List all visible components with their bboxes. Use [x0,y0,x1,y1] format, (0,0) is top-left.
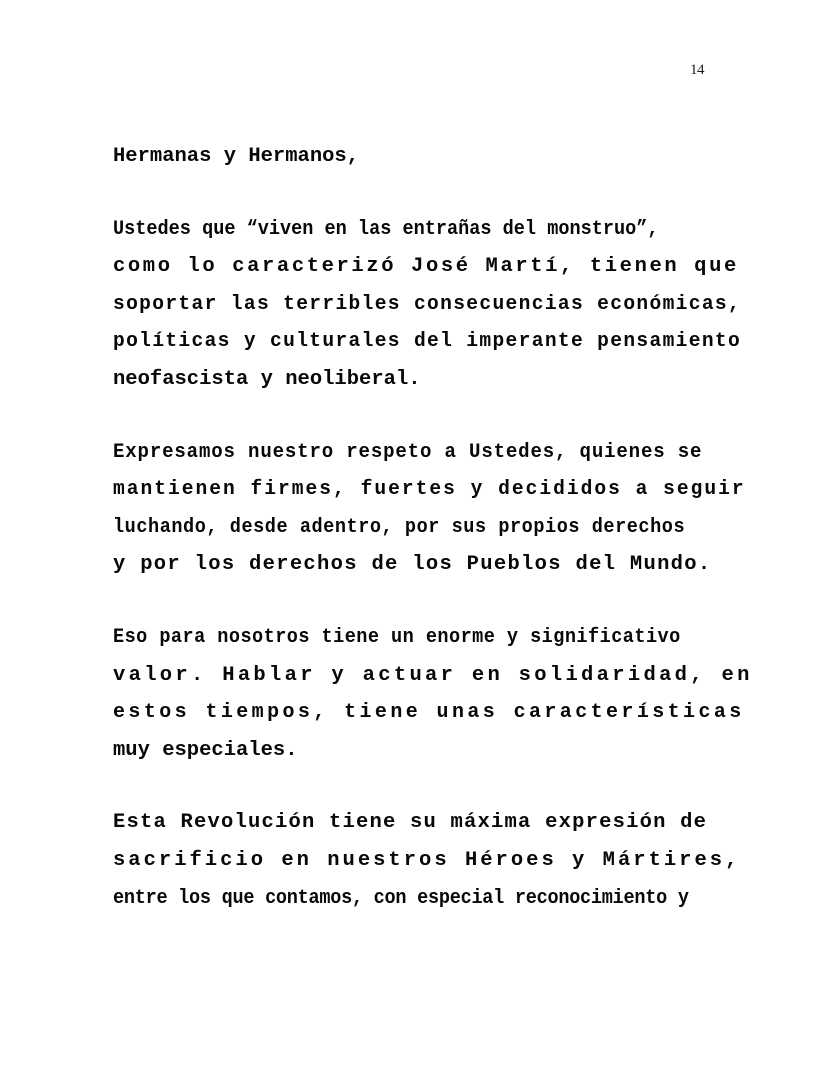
text-line [113,880,713,918]
paragraph-greeting [113,138,713,176]
text-line [113,361,713,399]
text-line-inner: Eso para nosotros tiene un enorme y significativo [113,625,681,649]
text-line-inner: políticas y culturales del imperante pensamiento [113,330,742,354]
text-line-inner: mantienen firmes, fuertes y decididos a seguir [113,478,746,502]
paragraph-1 [113,211,742,399]
paragraph-3 [113,619,753,769]
text-line [113,842,741,880]
text-line [113,471,746,509]
text-line [113,434,713,472]
text-line-inner: Esta Revolución tiene su máxima expresión de [113,811,708,835]
text-line [113,546,713,584]
text-line-inner: y por los derechos de los Pueblos del Mundo. [113,553,712,577]
text-line-inner: neofascista y neoliberal. [113,367,421,391]
text-line-inner: soportar las terribles consecuencias económicas, [113,292,742,316]
text-line-inner: entre los que contamos, con especial reconocimiento y [113,886,689,910]
text-line-inner: luchando, desde adentro, por sus propios derechos [113,515,686,539]
paragraph-2 [113,434,746,584]
text-line [113,211,713,249]
text-line-inner: valor. Hablar y actuar en solidaridad, en [113,663,753,687]
text-line: Hermanas y Hermanos, [113,145,360,168]
text-line [113,804,713,842]
text-line-inner: Ustedes que “viven en las entrañas del monstruo”, [113,217,659,241]
text-line [113,657,753,695]
text-line-inner: Expresamos nuestro respeto a Ustedes, quienes se [113,440,703,464]
text-line-inner: como lo caracterizó José Martí, tienen que [113,255,739,279]
text-line [113,323,742,361]
paragraph-4 [113,804,741,917]
text-line [113,619,713,657]
page-number: 14 [690,62,704,78]
text-line [113,248,739,286]
text-line-inner: muy especiales. [113,738,298,762]
text-line-inner: sacrificio en nuestros Héroes y Mártires, [113,848,741,872]
text-line [113,694,745,732]
text-line [113,286,742,324]
text-line [113,509,713,547]
document-text-body [113,138,753,917]
text-line-inner: estos tiempos, tiene unas características [113,701,745,725]
text-line [113,732,713,770]
